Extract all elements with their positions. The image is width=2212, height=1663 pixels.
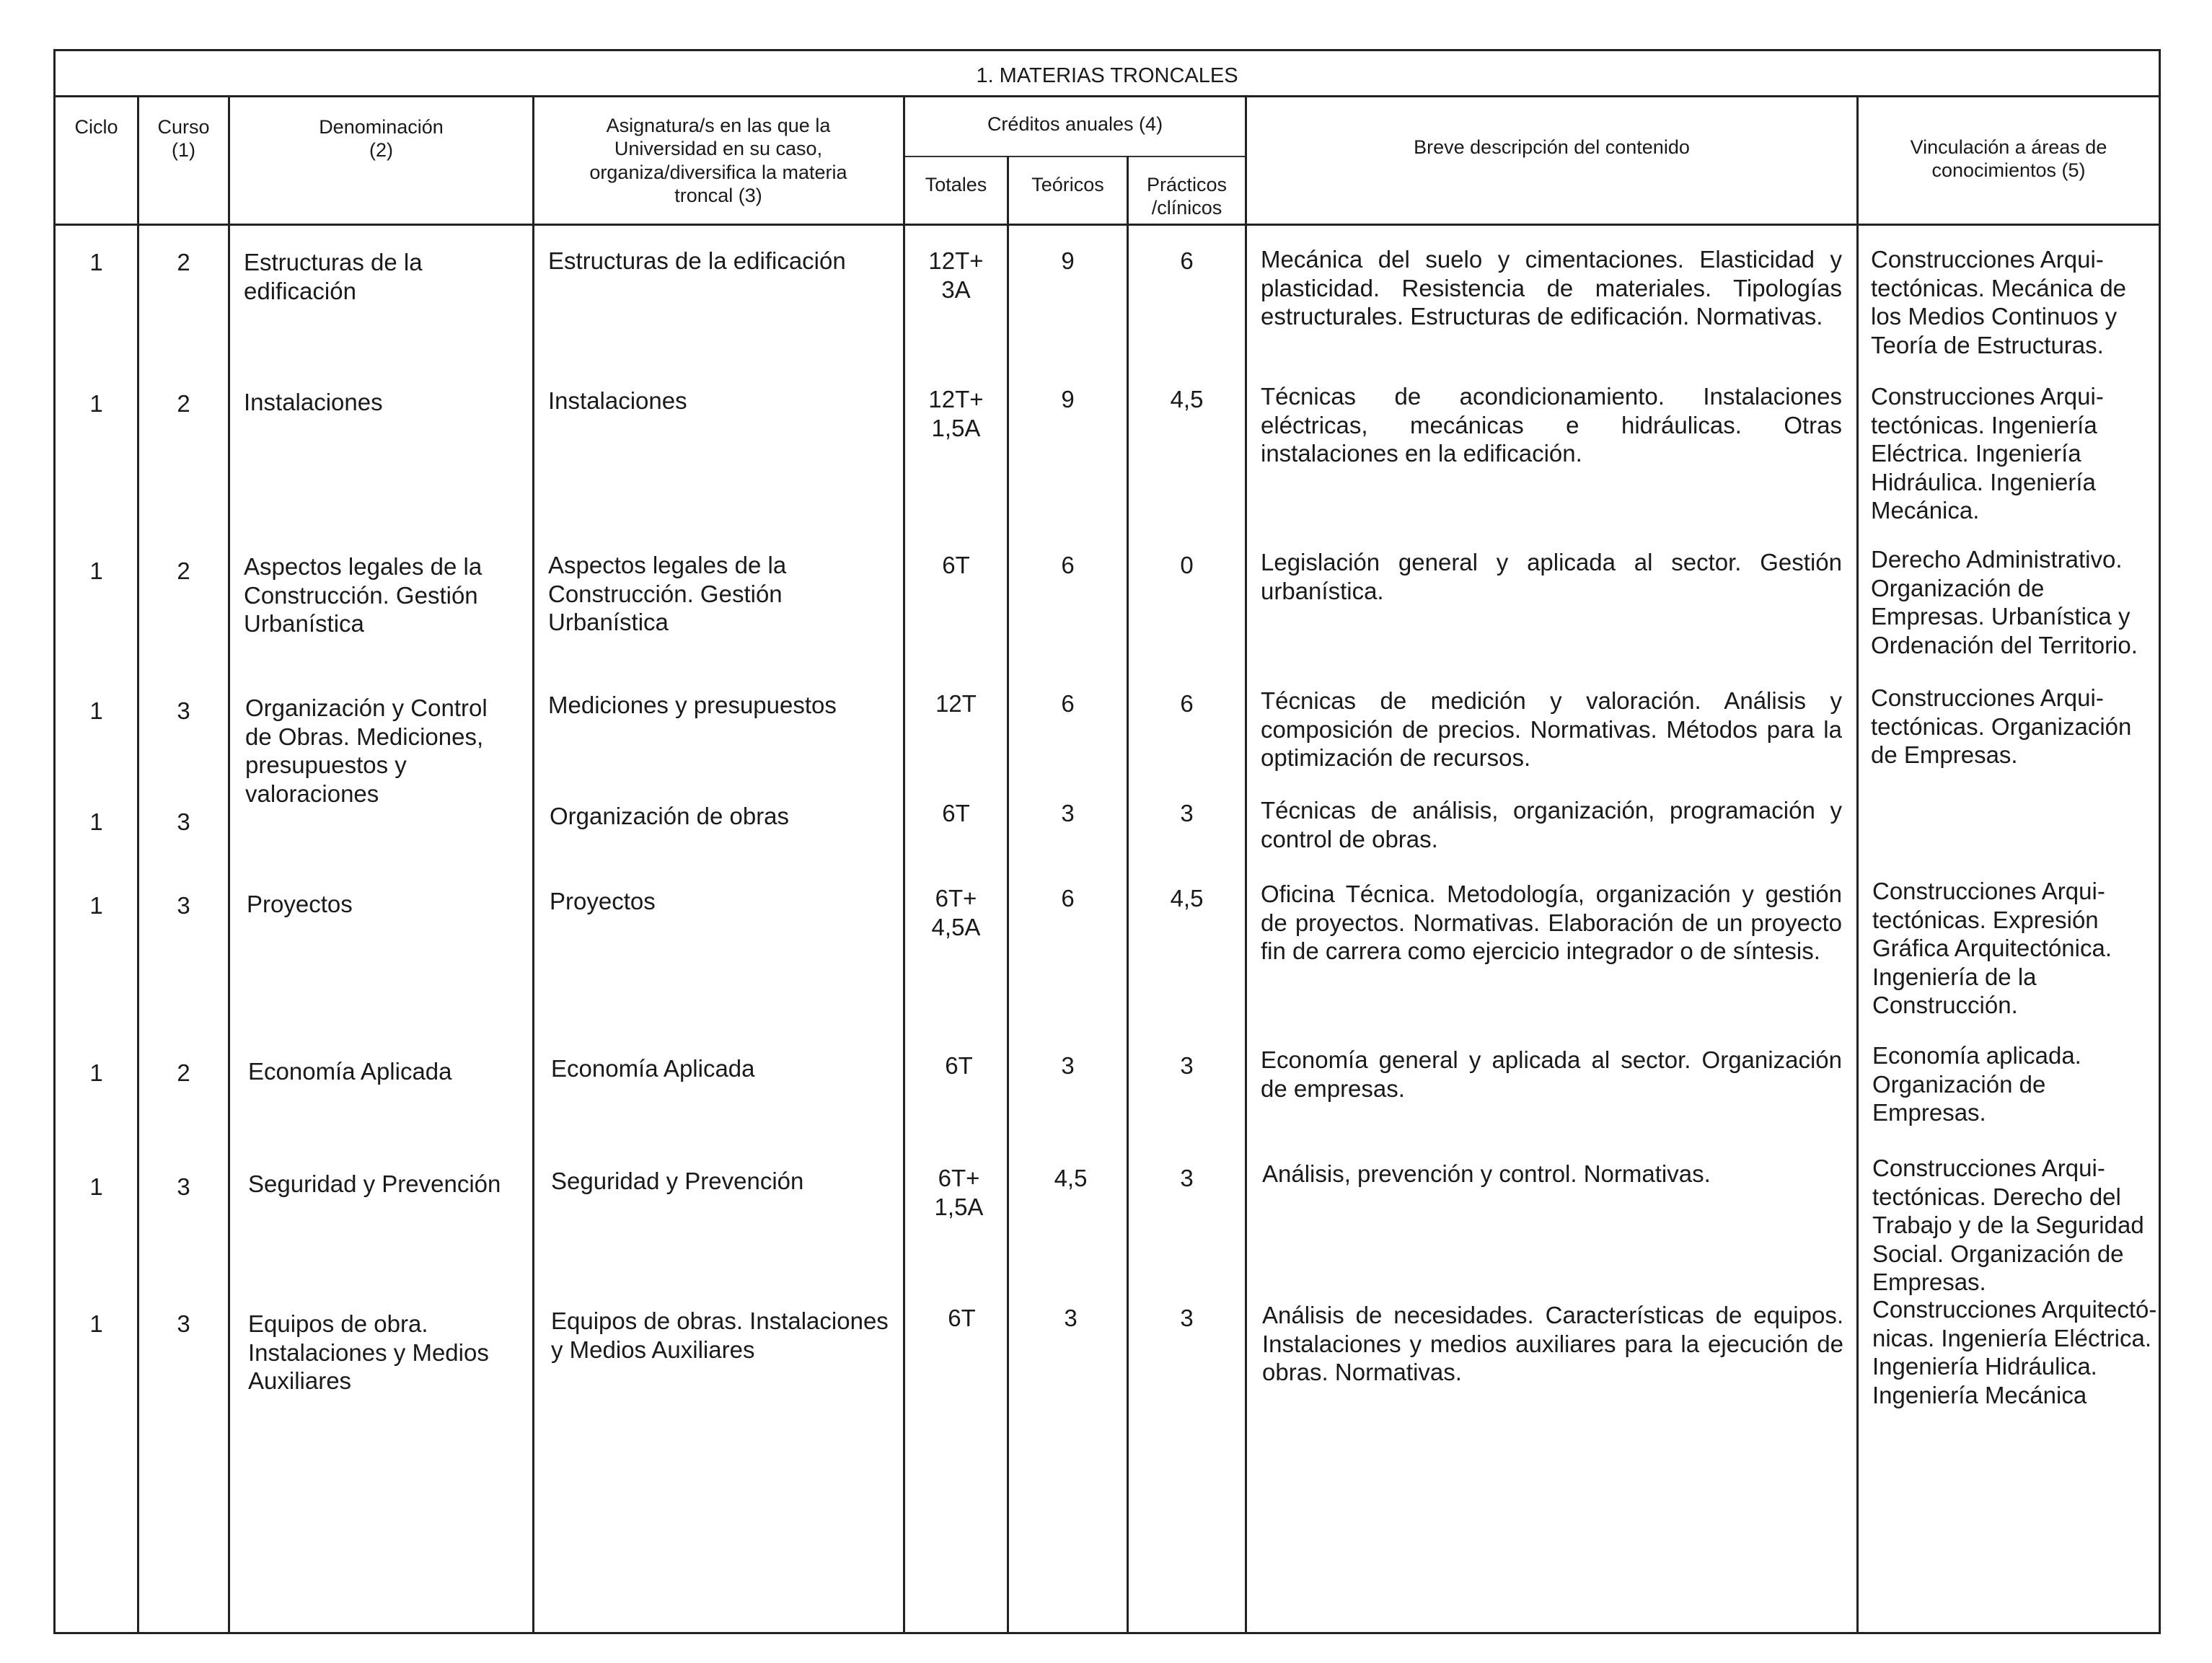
row-8-practicos: 3 <box>1180 1165 1194 1191</box>
header-denominacion: Denominación (2) <box>319 116 444 162</box>
row-4-ciclo: 1 <box>89 697 103 724</box>
row-7-teoricos: 3 <box>1061 1052 1075 1079</box>
row-3-teoricos: 6 <box>1061 552 1075 578</box>
row-4-curso: 3 <box>177 697 190 724</box>
row-7-ciclo: 1 <box>89 1059 103 1086</box>
row-9-totales: 6T <box>948 1305 976 1331</box>
row-8-asignatura: Seguridad y Prevención <box>551 1168 804 1194</box>
row-7-practicos: 3 <box>1180 1052 1194 1079</box>
row-9-denominacion: Equipos de obra. Instalaciones y Medios Auxiliares <box>248 1310 489 1395</box>
row-5-totales: 6T <box>942 800 970 826</box>
row-2-practicos: 4,5 <box>1170 386 1204 413</box>
section-title: 1. MATERIAS TRONCALES <box>976 64 1238 87</box>
row-9-ciclo: 1 <box>89 1310 103 1337</box>
row-1-asignatura: Estructuras de la edificación <box>548 247 846 274</box>
row-2-curso: 2 <box>177 390 190 417</box>
row-4-practicos: 6 <box>1180 690 1194 717</box>
row-5-practicos: 3 <box>1180 800 1194 826</box>
row-1-denominacion: Estructuras de la edificación <box>244 249 423 304</box>
row-3-totales: 6T <box>942 552 970 578</box>
row-6-practicos: 4,5 <box>1170 885 1204 912</box>
row-5-ciclo: 1 <box>89 808 103 835</box>
row-6-teoricos: 6 <box>1061 885 1075 912</box>
row-7-curso: 2 <box>177 1059 190 1086</box>
col-divider-totales <box>903 95 905 1634</box>
title-rule <box>53 95 2161 97</box>
row-7-totales: 6T <box>945 1052 973 1079</box>
row-9-teoricos: 3 <box>1064 1305 1078 1331</box>
row-3-vinculacion: Derecho Administrativo. Organización de Empresas. Urbanística y Ordenación del Territorio. <box>1871 546 2138 658</box>
header-descripcion: Breve descripción del contenido <box>1414 136 1690 158</box>
row-6-asignatura: Proyectos <box>550 888 656 914</box>
row-4-teoricos: 6 <box>1061 690 1075 717</box>
row-1-practicos: 6 <box>1180 247 1194 274</box>
row-9-practicos: 3 <box>1180 1305 1194 1331</box>
row-1-vinculacion: Construcciones Arqui- tectónicas. Mecánica de los Medios Continuos y Teoría de Estructuras. <box>1871 246 2127 358</box>
row-4-vinculacion: Construcciones Arqui- tectónicas. Organización de Empresas. <box>1871 684 2132 769</box>
row-3-curso: 2 <box>177 557 190 584</box>
row-2-ciclo: 1 <box>89 390 103 417</box>
row-2-descripcion: Técnicas de acondicionamiento. Instalaciones eléctricas, mecánicas e hidráulicas. Otras instalaciones en la edificación. <box>1261 383 1842 467</box>
row-3-practicos: 0 <box>1180 552 1194 578</box>
row-7-descripcion: Economía general y aplicada al sector. Organización de empresas. <box>1261 1046 1842 1102</box>
row-5-teoricos: 3 <box>1061 800 1075 826</box>
row-7-denominacion: Economía Aplicada <box>248 1058 452 1085</box>
row-2-denominacion: Instalaciones <box>244 389 383 415</box>
row-5-descripcion: Técnicas de análisis, organización, programación y control de obras. <box>1261 797 1842 852</box>
row-9-asignatura: Equipos de obras. Instalaciones y Medios Auxiliares <box>551 1307 889 1363</box>
header-practicos: Prácticos /clínicos <box>1146 174 1228 219</box>
row-6-descripcion: Oficina Técnica. Metodología, organización y gestión de proyectos. Normativas. Elaboración de un proyecto fin de carrera como ejercicio integrador o de síntesis. <box>1261 881 1842 965</box>
row-4-denominacion: Organización y Control de Obras. Mediciones, presupuestos y valoraciones <box>245 694 488 807</box>
row-7-vinculacion: Economía aplicada. Organización de Empresas. <box>1872 1042 2081 1126</box>
row-1-totales: 12T+ 3A <box>928 247 984 303</box>
row-6-totales: 6T+ 4,5A <box>931 885 981 940</box>
row-1-ciclo: 1 <box>89 249 103 275</box>
col-divider-vinculacion <box>1856 95 1859 1634</box>
col-divider-asignatura <box>532 95 534 1634</box>
header-asignaturas: Asignatura/s en las que la Universidad en su caso, organiza/diversifica la materia troncal (3) <box>589 115 847 207</box>
row-2-vinculacion: Construcciones Arqui- tectónicas. Ingeniería Eléctrica. Ingeniería Hidráulica. Ingeniería Mecánica. <box>1871 383 2104 524</box>
header-totales: Totales <box>925 174 987 195</box>
row-6-denominacion: Proyectos <box>247 891 353 917</box>
row-8-ciclo: 1 <box>89 1173 103 1200</box>
row-5-asignatura: Organización de obras <box>550 803 790 829</box>
header-curso: Curso (1) <box>157 116 210 162</box>
row-1-curso: 2 <box>177 249 190 275</box>
row-8-teoricos: 4,5 <box>1054 1165 1088 1191</box>
row-5-curso: 3 <box>177 808 190 835</box>
row-9-curso: 3 <box>177 1310 190 1337</box>
row-1-descripcion: Mecánica del suelo y cimentaciones. Elasticidad y plasticidad. Resistencia de materiales. Tipologías estructurales. Estructuras de edificación. Normativas. <box>1261 246 1842 330</box>
row-3-ciclo: 1 <box>89 557 103 584</box>
row-8-denominacion: Seguridad y Prevención <box>248 1170 501 1197</box>
row-9-vinculacion: Construcciones Arquitectó- nicas. Ingeniería Eléctrica. Ingeniería Hidráulica. Ingeniería Mecánica <box>1872 1296 2157 1408</box>
row-2-asignatura: Instalaciones <box>548 387 687 414</box>
row-9-descripcion: Análisis de necesidades. Características de equipos. Instalaciones y medios auxiliares para la ejecución de obras. Normativas. <box>1262 1302 1843 1386</box>
row-8-curso: 3 <box>177 1173 190 1200</box>
row-4-asignatura: Mediciones y presupuestos <box>548 692 837 718</box>
col-divider-descripcion <box>1245 95 1247 1634</box>
row-4-totales: 12T <box>935 690 977 717</box>
col-divider-denominacion <box>228 95 230 1634</box>
creditos-subheader-rule <box>903 156 1245 157</box>
row-6-curso: 3 <box>177 892 190 919</box>
row-7-asignatura: Economía Aplicada <box>551 1055 755 1082</box>
row-3-denominacion: Aspectos legales de la Construcción. Gestión Urbanística <box>244 553 483 638</box>
row-3-asignatura: Aspectos legales de la Construcción. Gestión Urbanística <box>548 552 787 636</box>
row-3-descripcion: Legislación general y aplicada al sector. Gestión urbanística. <box>1261 549 1842 604</box>
header-ciclo: Ciclo <box>74 116 118 138</box>
row-6-ciclo: 1 <box>89 892 103 919</box>
col-divider-curso <box>137 95 139 1634</box>
row-4-descripcion: Técnicas de medición y valoración. Análisis y composición de precios. Normativas. Métodos para la optimización de recursos. <box>1261 687 1842 772</box>
row-2-totales: 12T+ 1,5A <box>928 386 984 441</box>
row-2-teoricos: 9 <box>1061 386 1075 413</box>
header-creditos: Créditos anuales (4) <box>987 113 1163 135</box>
header-bottom-rule <box>53 224 2161 226</box>
row-8-descripcion: Análisis, prevención y control. Normativas. <box>1262 1160 1711 1187</box>
row-1-teoricos: 9 <box>1061 247 1075 274</box>
row-8-vinculacion: Construcciones Arqui- tectónicas. Derecho del Trabajo y de la Seguridad Social. Organización de Empresas. <box>1872 1155 2144 1296</box>
header-vinculacion: Vinculación a áreas de conocimientos (5) <box>1910 136 2107 182</box>
row-6-vinculacion: Construcciones Arqui- tectónicas. Expresión Gráfica Arquitectónica. Ingeniería de la Construcción. <box>1872 878 2112 1019</box>
row-8-totales: 6T+ 1,5A <box>934 1165 984 1220</box>
header-teoricos: Teóricos <box>1031 174 1104 195</box>
